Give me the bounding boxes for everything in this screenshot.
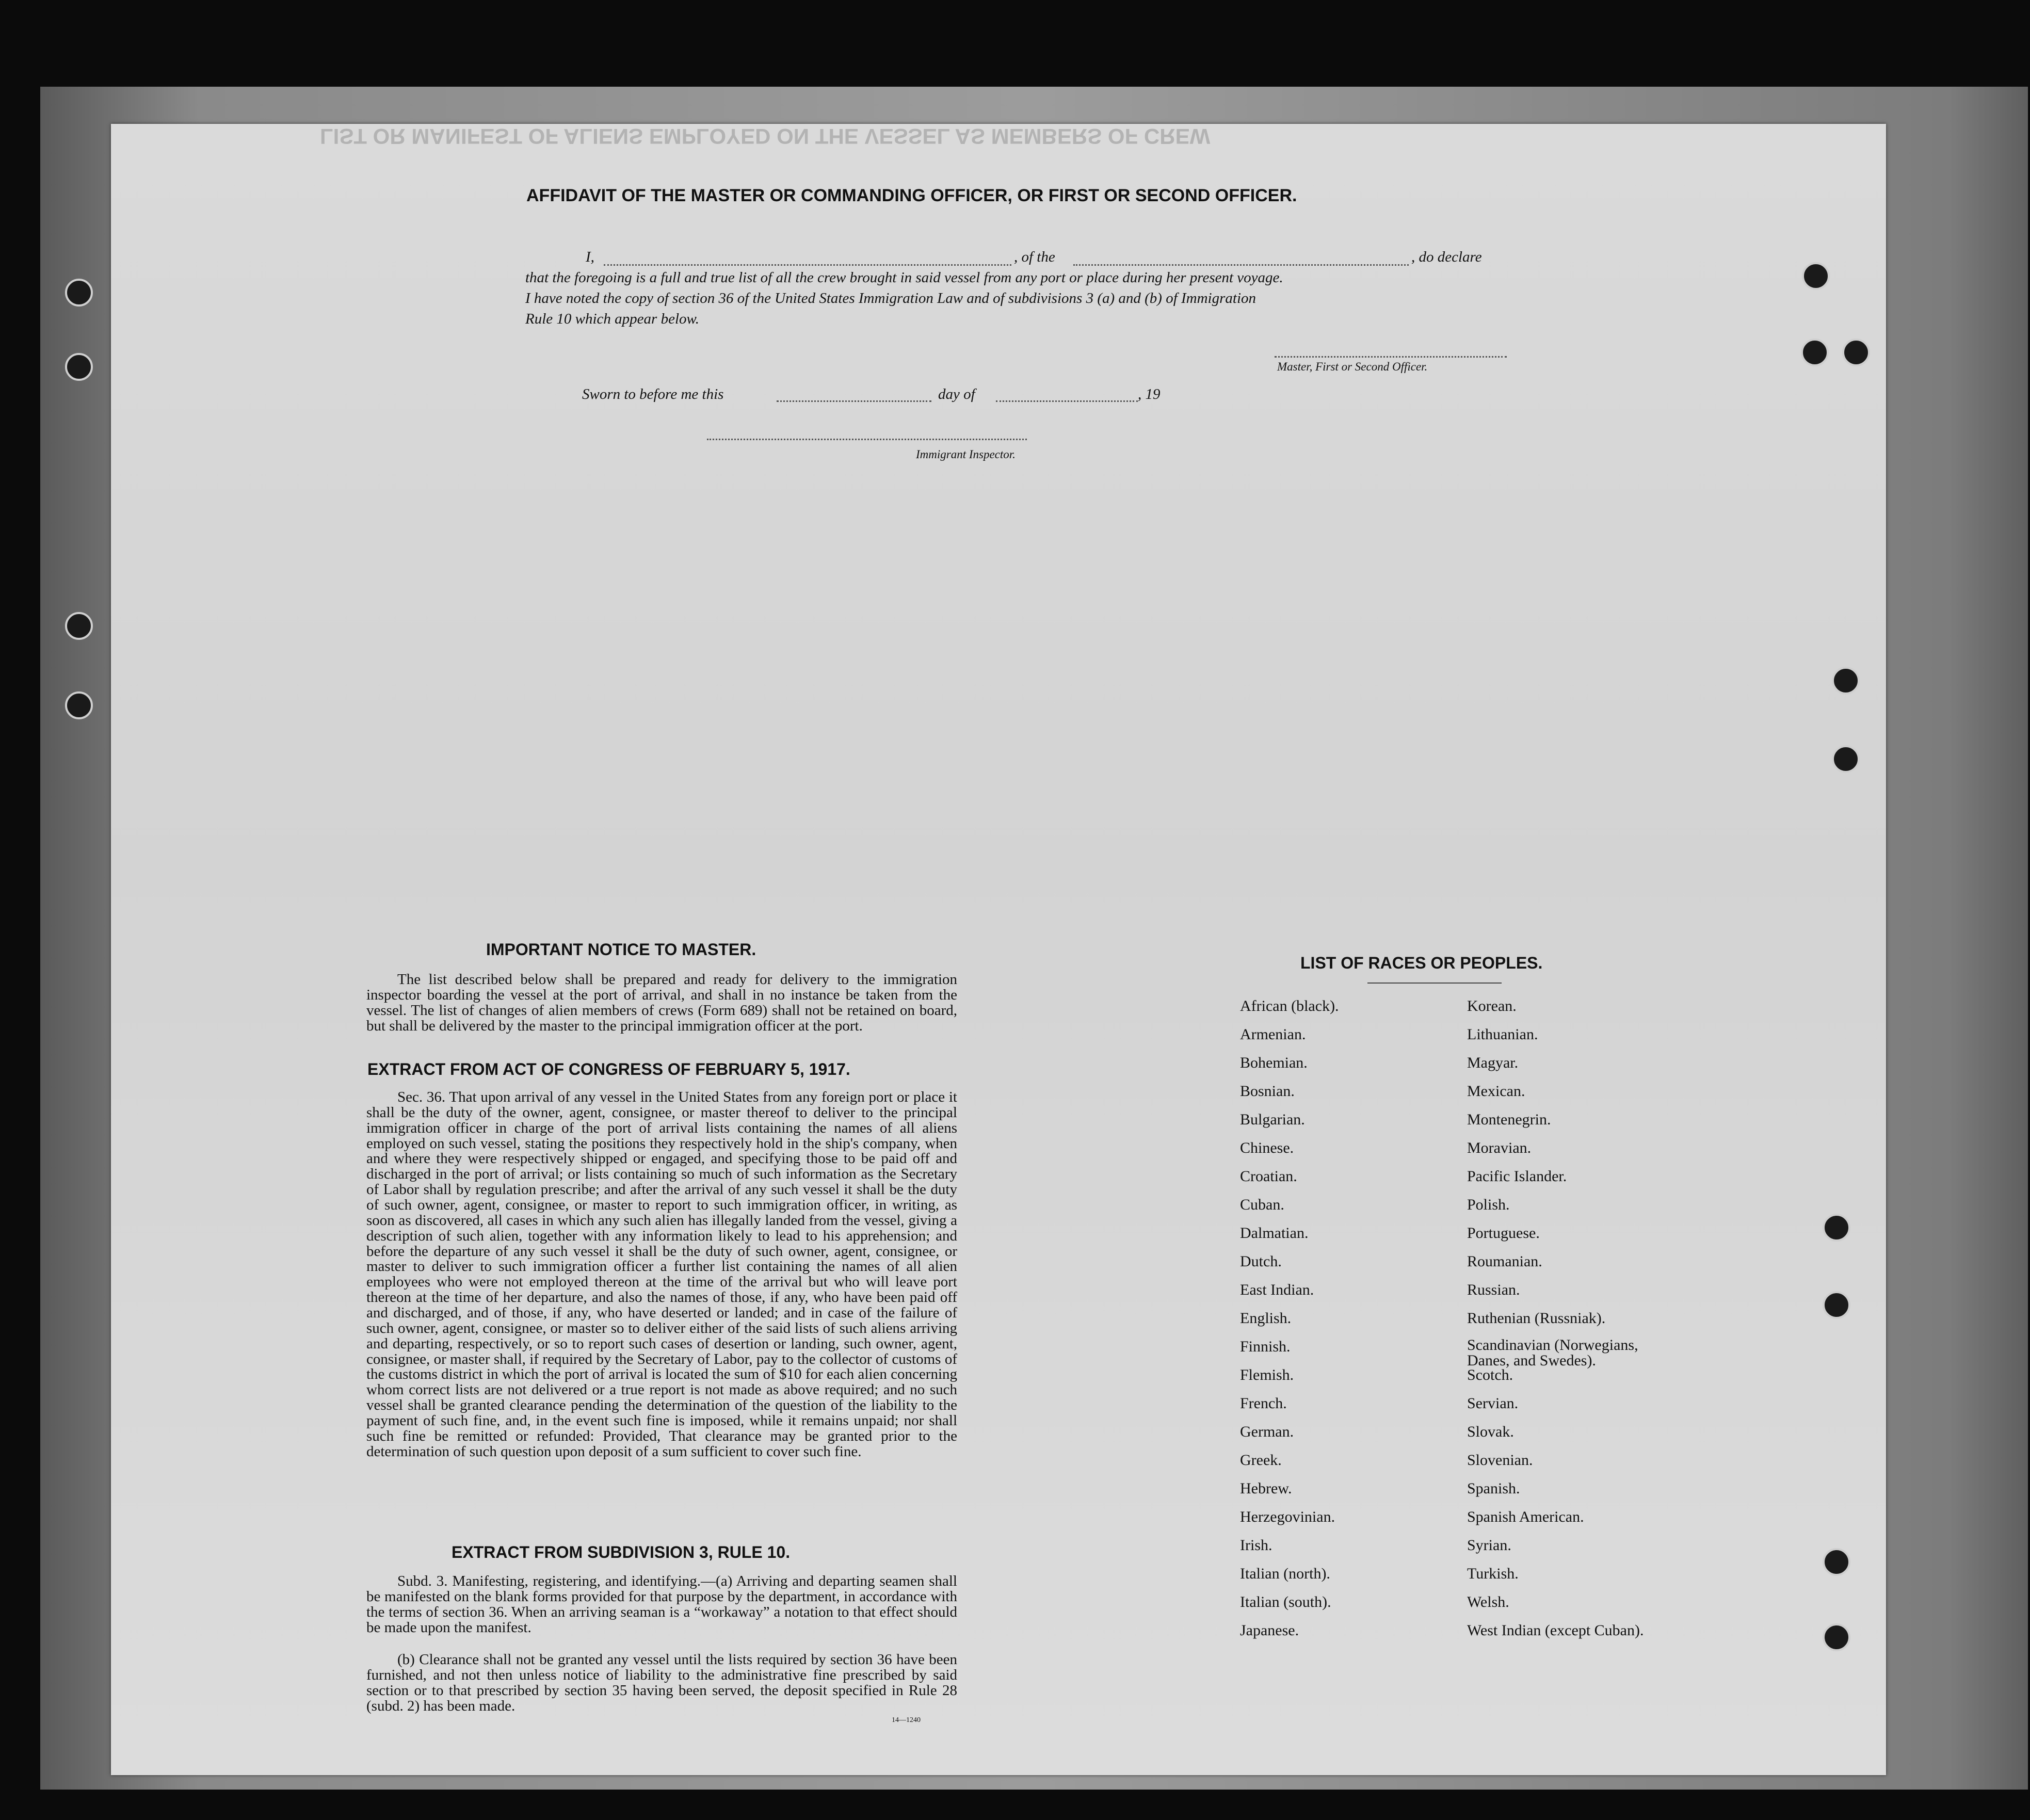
binder-hole bbox=[1842, 339, 1870, 366]
race-item: French. bbox=[1240, 1395, 1287, 1412]
master-signature-line bbox=[1275, 356, 1507, 358]
race-item: Cuban. bbox=[1240, 1196, 1284, 1213]
race-item: Spanish. bbox=[1467, 1480, 1520, 1497]
binder-hole bbox=[1802, 262, 1830, 290]
binder-hole bbox=[65, 353, 93, 381]
binder-hole bbox=[1832, 745, 1860, 773]
form-number: 14—1240 bbox=[892, 1716, 921, 1724]
race-item: West Indian (except Cuban). bbox=[1467, 1622, 1644, 1639]
race-item: Bulgarian. bbox=[1240, 1111, 1305, 1128]
races-title: LIST OF RACES OR PEOPLES. bbox=[1300, 954, 1543, 972]
inspector-caption: Immigrant Inspector. bbox=[916, 448, 1016, 461]
notice-title: IMPORTANT NOTICE TO MASTER. bbox=[486, 940, 756, 959]
race-item: Herzegovinian. bbox=[1240, 1508, 1335, 1525]
race-item: English. bbox=[1240, 1310, 1292, 1327]
races-title-rule bbox=[1367, 983, 1502, 984]
affidavit-line-4: Rule 10 which appear below. bbox=[525, 311, 699, 327]
race-item: Russian. bbox=[1467, 1281, 1520, 1298]
binder-hole bbox=[65, 612, 93, 640]
binder-hole bbox=[1832, 667, 1860, 695]
race-item: Scandinavian (Norwegians, Danes, and Swedes). bbox=[1467, 1336, 1638, 1369]
race-item: Irish. bbox=[1240, 1537, 1272, 1554]
affidavit-title: AFFIDAVIT OF THE MASTER OR COMMANDING OFFICER, OR FIRST OR SECOND OFFICER. bbox=[526, 186, 1297, 205]
race-item: East Indian. bbox=[1240, 1281, 1314, 1298]
race-item: Moravian. bbox=[1467, 1139, 1532, 1156]
race-item: Syrian. bbox=[1467, 1537, 1511, 1554]
race-item: Dalmatian. bbox=[1240, 1225, 1309, 1242]
race-item: Hebrew. bbox=[1240, 1480, 1292, 1497]
race-item: Bosnian. bbox=[1240, 1083, 1295, 1100]
race-item: Lithuanian. bbox=[1467, 1026, 1538, 1043]
race-item: Chinese. bbox=[1240, 1139, 1294, 1156]
sworn-month-line bbox=[996, 400, 1138, 402]
race-item: Magyar. bbox=[1467, 1054, 1519, 1071]
race-item: Italian (north). bbox=[1240, 1565, 1330, 1582]
race-item: Japanese. bbox=[1240, 1622, 1299, 1639]
inspector-signature-line bbox=[707, 439, 1027, 440]
day-of-text: day of bbox=[938, 386, 975, 402]
rule-para-a: Subd. 3. Manifesting, registering, and identifying.—(a) Arriving and departing seamen shall be manifested on the blank forms provided for that purpose by the department, in accordance with the terms of section 36. When an arriving seaman is a “workaway” a notation to that effect should be made upon the manifest. bbox=[366, 1573, 957, 1636]
races-left-column bbox=[1240, 997, 1339, 1650]
binder-hole bbox=[1801, 339, 1829, 366]
race-item: Italian (south). bbox=[1240, 1593, 1331, 1610]
signature-caption: Master, First or Second Officer. bbox=[1277, 360, 1428, 373]
race-item: Greek. bbox=[1240, 1452, 1282, 1469]
race-item: German. bbox=[1240, 1423, 1294, 1440]
sworn-text: Sworn to before me this bbox=[582, 386, 724, 402]
race-item: Mexican. bbox=[1467, 1083, 1525, 1100]
race-item: Polish. bbox=[1467, 1196, 1510, 1213]
act-extract-title: EXTRACT FROM ACT OF CONGRESS OF FEBRUARY 5, 1917. bbox=[367, 1060, 850, 1078]
race-item: Flemish. bbox=[1240, 1366, 1294, 1383]
binder-hole bbox=[65, 279, 93, 307]
race-item: Servian. bbox=[1467, 1395, 1519, 1412]
race-item: Spanish American. bbox=[1467, 1508, 1584, 1525]
affidavit-i: I, bbox=[586, 249, 594, 265]
binder-hole bbox=[1823, 1623, 1850, 1651]
race-item: Roumanian. bbox=[1467, 1253, 1542, 1270]
race-item: Scotch. bbox=[1467, 1366, 1513, 1383]
affidavit-line-2: that the foregoing is a full and true list of all the crew brought in said vessel from any port or place during her present voyage. bbox=[525, 269, 1283, 286]
race-item: Finnish. bbox=[1240, 1338, 1291, 1355]
race-item: Slovenian. bbox=[1467, 1452, 1533, 1469]
race-item: Montenegrin. bbox=[1467, 1111, 1551, 1128]
race-item: Korean. bbox=[1467, 997, 1517, 1014]
affidavit-of-the: , of the bbox=[1014, 249, 1055, 265]
affidavit-declare: , do declare bbox=[1411, 249, 1482, 265]
affidavit-line-3: I have noted the copy of section 36 of the United States Immigration Law and of subdivisions 3 (a) and (b) of Immigration bbox=[525, 290, 1256, 307]
notice-text: The list described below shall be prepared and ready for delivery to the immigration inspector boarding the vessel at the port of arrival, and shall in no instance be taken from the vessel. The list of changes of alien members of crews (Form 689) shall not be retained on board, but shall be delivered by the master to the principal immigration officer at the port. bbox=[366, 971, 957, 1034]
binder-hole bbox=[1823, 1548, 1850, 1576]
sworn-day-line bbox=[777, 400, 931, 402]
act-extract-text: Sec. 36. That upon arrival of any vessel in the United States from any foreign port or place it shall be the duty of the owner, agent, consignee, or master thereof to deliver to the principal immigration officer in charge of the port of arrival lists containing the names of all aliens employed on such vessel, stating the positions they respectively hold in the ship's company, when and where they were respectively shipped or engaged, and specifying those to be paid off and discharged in the port of arrival; or lists containing so much of such information as the Secretary of Labor shall by regulation prescribe; and after the arrival of any such vessel it shall be the duty of such owner, agent, consignee, or master to report to such immigration officer, in writing, as soon as discovered, all cases in which any such alien has illegally landed from the vessel, giving a description of such alien, together with any information likely to lead to his apprehension; and before the departure of any such vessel it shall be the duty of such owner, agent, consignee, or master to deliver to such immigration officer a further list containing the names of all alien employees who were not employed thereon at the time of the arrival but who will leave port thereon at the time of her departure, and also the names of those, if any, who have been paid off and discharged, and of those, if any, who have deserted or landed; and in case of the failure of such owner, agent, consignee, or master so to deliver either of the said lists of such aliens arriving and departing, respectively, or so to report such cases of desertion or landing, such owner, agent, consignee, or master shall, if required by the Secretary of Labor, pay to the collector of customs of the customs district in which the port of arrival is located the sum of $10 for each alien concerning whom correct lists are not delivered or a true report is not made as above required; and no such vessel shall be granted clearance pending the determination of the question of the liability to the payment of such fine, and, in the event such fine is imposed, while it remains unpaid; nor shall such fine be remitted or refunded: Provided, That clearance may be granted prior to the determination of such question upon deposit of a sum sufficient to cover such fine. bbox=[366, 1089, 957, 1460]
rule-para-b: (b) Clearance shall not be granted any vessel until the lists required by section 36 have been furnished, and not then unless notice of liability to the administrative fine prescribed by said section or to that prescribed by section 35 having been served, the deposit specified in Rule 28 (subd. 2) has been made. bbox=[366, 1651, 957, 1714]
race-item: Portuguese. bbox=[1467, 1225, 1540, 1242]
race-item: Croatian. bbox=[1240, 1168, 1297, 1185]
race-item: Armenian. bbox=[1240, 1026, 1306, 1043]
bleed-through-header: LIST OR MANIFEST OF ALIENS EMPLOYED ON THE VESSEL AS MEMBERS OF CREW bbox=[320, 124, 1211, 149]
rule-extract-title: EXTRACT FROM SUBDIVISION 3, RULE 10. bbox=[452, 1543, 791, 1561]
race-item: Bohemian. bbox=[1240, 1054, 1308, 1071]
binder-hole bbox=[1823, 1291, 1850, 1319]
master-name-line bbox=[604, 264, 1011, 266]
races-right-column bbox=[1467, 997, 1684, 1650]
race-item: Ruthenian (Russniak). bbox=[1467, 1310, 1606, 1327]
binder-hole bbox=[65, 691, 93, 719]
race-item: Turkish. bbox=[1467, 1565, 1519, 1582]
race-item: Dutch. bbox=[1240, 1253, 1282, 1270]
race-item: Pacific Islander. bbox=[1467, 1168, 1567, 1185]
vessel-name-line bbox=[1073, 264, 1409, 266]
race-item: Slovak. bbox=[1467, 1423, 1514, 1440]
binder-hole bbox=[1823, 1214, 1850, 1242]
year-text: , 19 bbox=[1138, 386, 1161, 402]
race-item: Welsh. bbox=[1467, 1593, 1509, 1610]
race-item: African (black). bbox=[1240, 997, 1339, 1014]
